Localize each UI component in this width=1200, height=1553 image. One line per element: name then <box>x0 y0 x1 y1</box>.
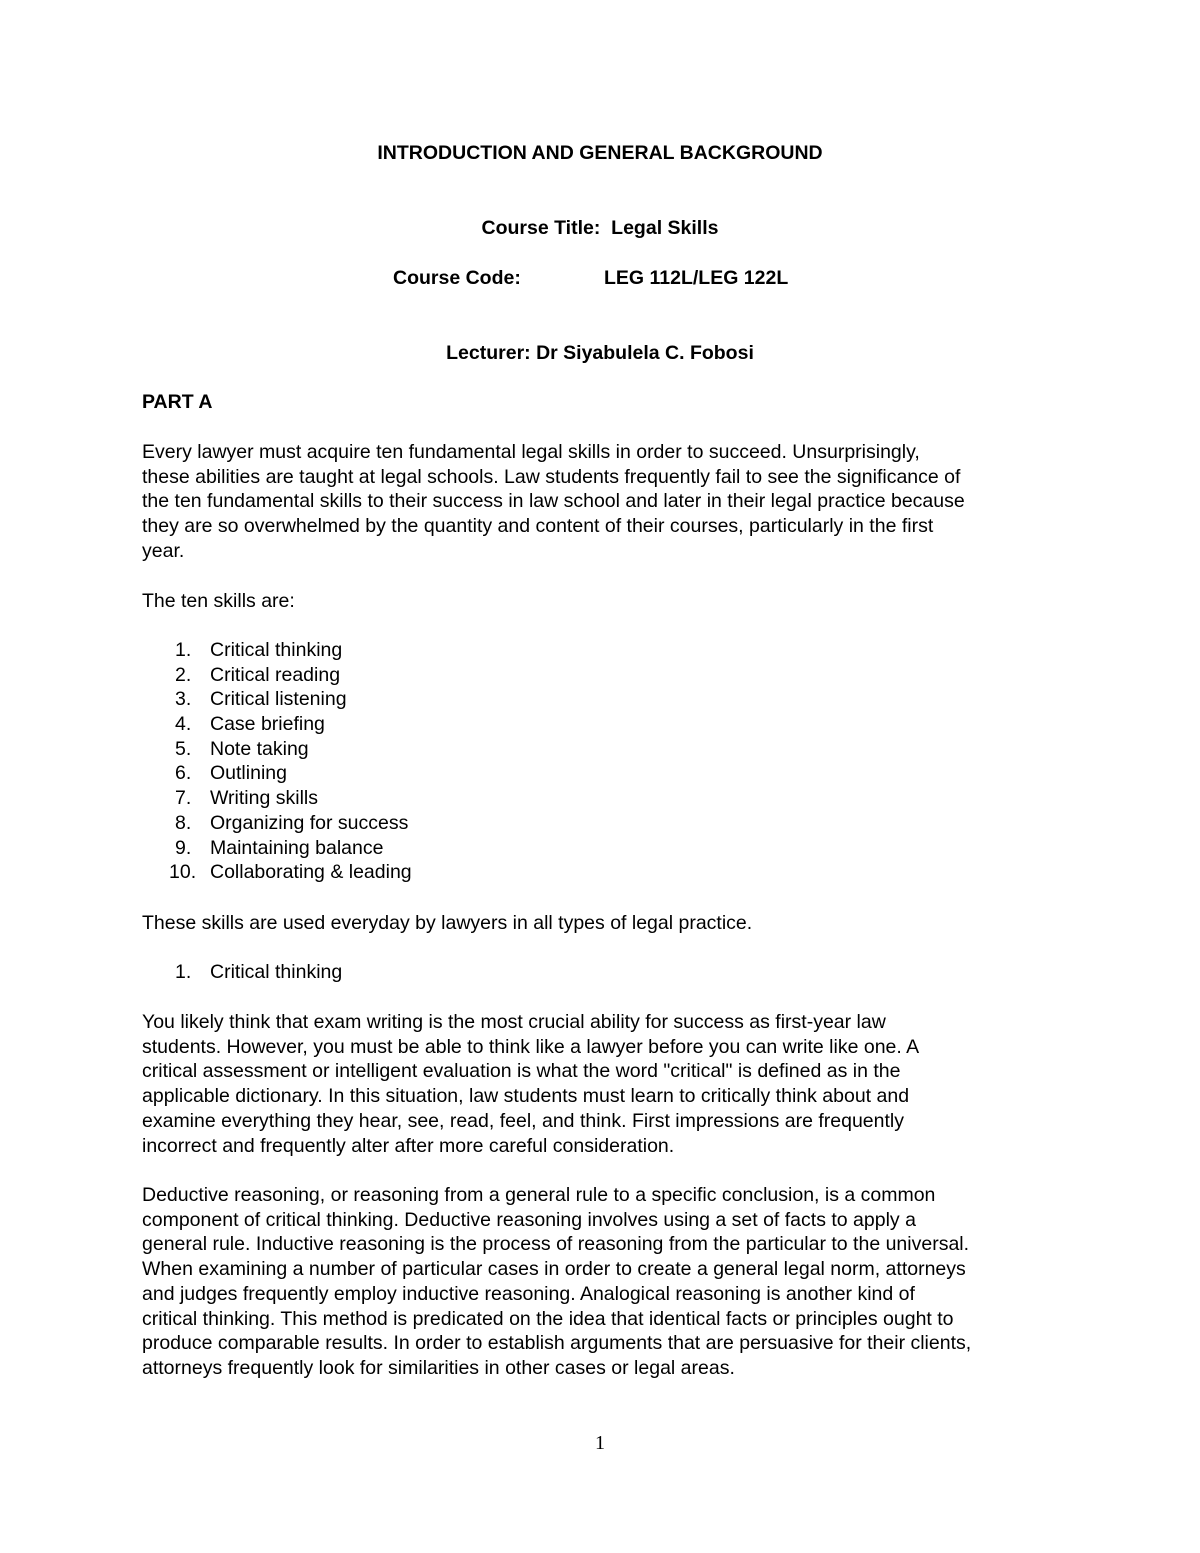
section-label: Critical thinking <box>210 961 343 983</box>
skill-label: Critical listening <box>210 688 347 711</box>
skill-number: 7. <box>175 787 192 810</box>
paragraph-line: examine everything they hear, see, read, feel, and think. First impressions are frequently <box>142 1109 904 1132</box>
skill-item <box>142 712 412 737</box>
document-title: INTRODUCTION AND GENERAL BACKGROUND <box>377 142 823 164</box>
paragraph-line: critical assessment or intelligent evaluation is what the word "critical" is defined as in the <box>142 1060 901 1083</box>
paragraph-line: You likely think that exam writing is the most crucial ability for success as first-year law <box>142 1011 886 1033</box>
paragraph-line: and judges frequently employ inductive reasoning. Analogical reasoning is another kind of <box>142 1282 915 1305</box>
skill-item <box>142 786 412 811</box>
skill-item <box>142 836 412 861</box>
skill-item <box>142 687 412 712</box>
skill-number: 9. <box>175 836 192 859</box>
paragraph-line: When examining a number of particular cases in order to create a general legal norm, attorneys <box>142 1258 966 1281</box>
skill-number: 1. <box>175 639 192 661</box>
intro-line: year. <box>142 539 185 562</box>
paragraph-line: produce comparable results. In order to establish arguments that are persuasive for their clients, <box>142 1332 972 1355</box>
skill-label: Case briefing <box>210 713 325 736</box>
paragraph-line: incorrect and frequently alter after more careful consideration. <box>142 1134 675 1157</box>
skill-number: 4. <box>175 713 192 736</box>
skill-label: Organizing for success <box>210 811 409 834</box>
course-code-value: LEG 112L/LEG 122L <box>604 267 789 289</box>
critical-thinking-paragraph-1 <box>142 1010 1072 1158</box>
section-heading-critical-thinking <box>142 960 342 985</box>
skill-label: Writing skills <box>210 787 318 810</box>
skill-number: 2. <box>175 663 192 686</box>
paragraph-line: attorneys frequently look for similarities in other cases or legal areas. <box>142 1356 735 1379</box>
paragraph-line: general rule. Inductive reasoning is the process of reasoning from the particular to the universal. <box>142 1233 970 1256</box>
intro-line: they are so overwhelmed by the quantity and content of their courses, particularly in the first <box>142 515 934 538</box>
skill-item <box>142 761 412 786</box>
skill-number: 5. <box>175 737 192 760</box>
usage-paragraph: These skills are used everyday by lawyers in all types of legal practice. <box>142 912 753 934</box>
skill-label: Critical thinking <box>210 639 343 661</box>
section-number: 1. <box>175 961 192 983</box>
skill-label: Critical reading <box>210 663 341 686</box>
skill-item <box>142 737 412 762</box>
paragraph-line: Deductive reasoning, or reasoning from a general rule to a specific conclusion, is a common <box>142 1184 936 1206</box>
skills-intro: The ten skills are: <box>142 590 295 612</box>
course-code-label: Course Code: <box>393 267 521 289</box>
course-title: Course Title: Legal Skills <box>481 217 719 239</box>
skill-number: 6. <box>175 762 192 785</box>
skill-number: 10. <box>169 861 197 884</box>
skill-item <box>142 860 412 885</box>
intro-line: these abilities are taught at legal schools. Law students frequently fail to see the significance of <box>142 465 961 488</box>
intro-line: Every lawyer must acquire ten fundamental legal skills in order to succeed. Unsurprisingly, <box>142 441 920 463</box>
skill-item <box>142 638 412 663</box>
paragraph-line: applicable dictionary. In this situation, law students must learn to critically think about and <box>142 1085 910 1108</box>
skills-list <box>142 638 412 885</box>
paragraph-line: critical thinking. This method is predicated on the idea that identical facts or principles ought to <box>142 1307 954 1330</box>
skill-item <box>142 663 412 688</box>
page-number: 1 <box>595 1432 605 1454</box>
skill-number: 3. <box>175 688 192 711</box>
skill-label: Maintaining balance <box>210 836 384 859</box>
critical-thinking-paragraph-2 <box>142 1183 1072 1381</box>
intro-paragraph <box>142 440 1072 564</box>
paragraph-line: component of critical thinking. Deductive reasoning involves using a set of facts to apply a <box>142 1208 916 1231</box>
paragraph-line: students. However, you must be able to think like a lawyer before you can write like one. A <box>142 1035 920 1058</box>
intro-line: the ten fundamental skills to their success in law school and later in their legal practice because <box>142 490 965 513</box>
skill-label: Outlining <box>210 762 287 785</box>
skill-item <box>142 811 412 836</box>
skill-label: Collaborating & leading <box>210 861 412 884</box>
part-heading: PART A <box>142 391 213 413</box>
lecturer-name: Lecturer: Dr Siyabulela C. Fobosi <box>446 342 754 364</box>
skill-number: 8. <box>175 811 192 834</box>
skill-label: Note taking <box>210 737 309 760</box>
